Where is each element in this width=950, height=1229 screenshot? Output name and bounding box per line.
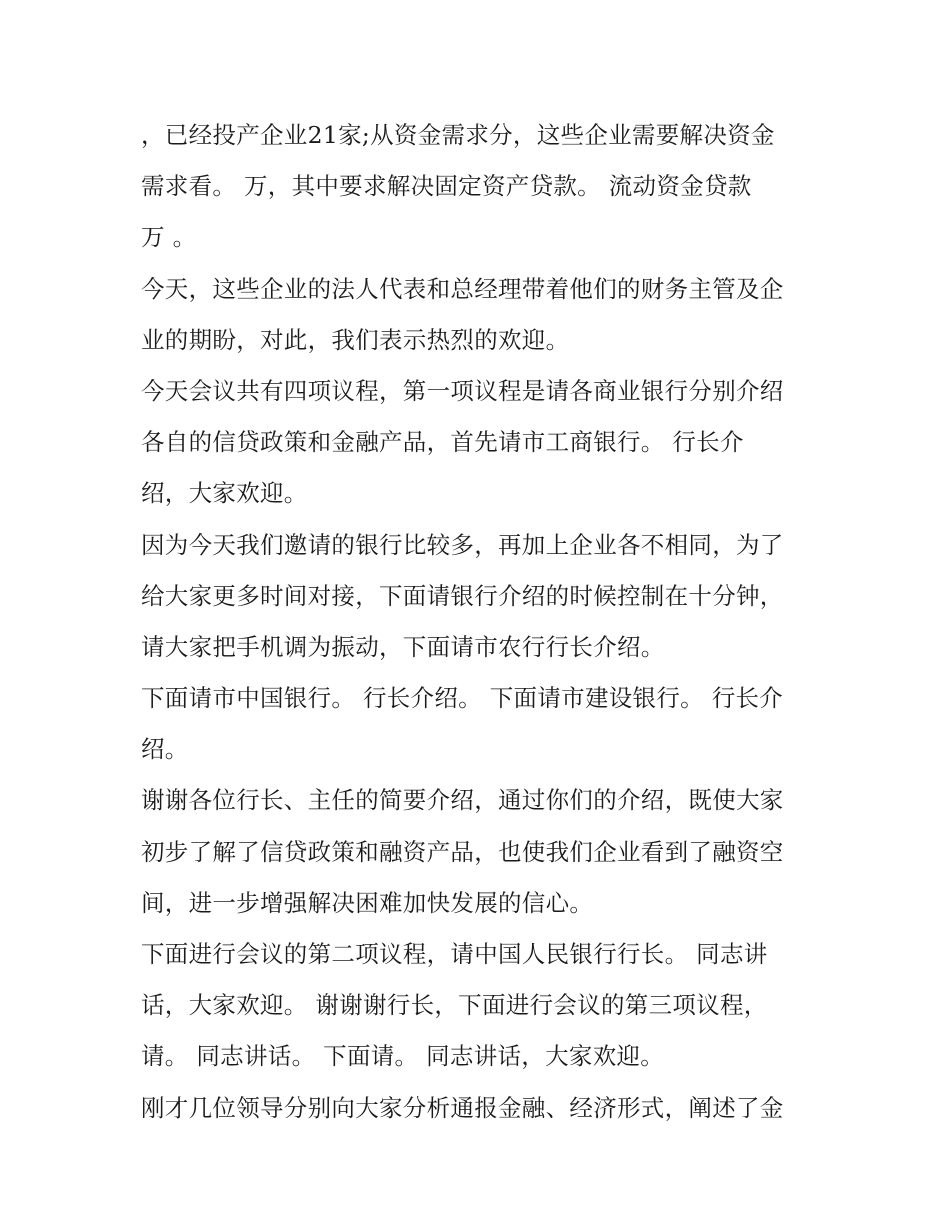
text-line: 需求看。 万，其中要求解决固定资产贷款。 流动资金贷款 (141, 172, 752, 201)
text-line: 话，大家欢迎。 谢谢谢行长，下面进行会议的第三项议程， (141, 991, 768, 1020)
text-line: 因为今天我们邀请的银行比较多，再加上企业各不相同，为了 (141, 530, 784, 559)
text-line: 下面进行会议的第二项议程，请中国人民银行行长。 同志讲 (141, 940, 768, 968)
text-line: 绍，大家欢迎。 (141, 479, 308, 508)
text-line: 各自的信贷政策和金融产品，首先请市工商银行。 行长介 (141, 428, 744, 457)
text-line: 下面请市中国银行。 行长介绍。 下面请市建设银行。 行长介 (141, 684, 784, 713)
text-line: 间，进一步增强解决困难加快发展的信心。 (141, 888, 594, 917)
text-line: ，已经投产企业21家;从资金需求分，这些企业需要解决资金 (141, 121, 775, 149)
document-body (141, 110, 821, 1134)
text-line: 谢谢各位行长、主任的简要介绍，通过你们的介绍，既使大家 (141, 786, 784, 815)
text-line: 业的期盼，对此，我们表示热烈的欢迎。 (141, 325, 570, 354)
text-line: 刚才几位领导分别向大家分析通报金融、经济形式，阐述了金 (141, 1093, 784, 1122)
text-line: 万 。 (141, 223, 197, 252)
text-line: 请。 同志讲话。 下面请。 同志讲话，大家欢迎。 (141, 1042, 665, 1071)
text-line: 绍。 (141, 735, 189, 764)
text-line: 今天会议共有四项议程，第一项议程是请各商业银行分别介绍 (141, 376, 784, 405)
text-line: 今天，这些企业的法人代表和总经理带着他们的财务主管及企 (141, 274, 784, 303)
text-line: 请大家把手机调为振动，下面请市农行行长介绍。 (141, 632, 665, 661)
text-line: 给大家更多时间对接，下面请银行介绍的时候控制在十分钟， (141, 581, 784, 610)
text-line: 初步了解了信贷政策和融资产品，也使我们企业看到了融资空 (141, 837, 784, 866)
